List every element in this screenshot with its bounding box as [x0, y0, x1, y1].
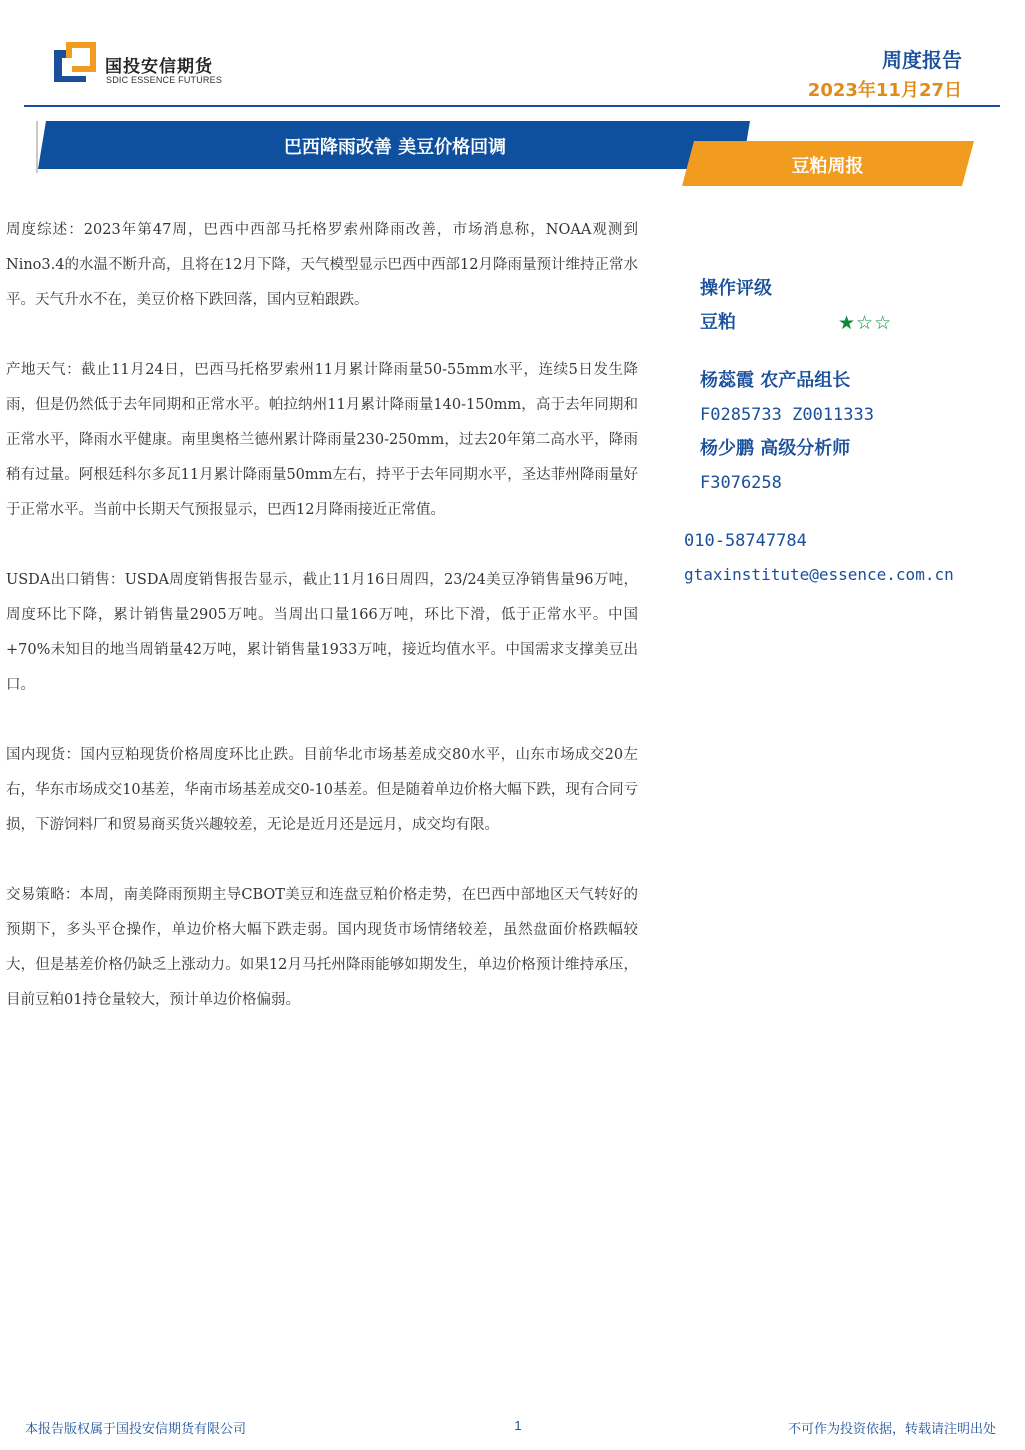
page-number: 1 [514, 1418, 522, 1433]
footer-disclaimer: 不可作为投资依据，转载请注明出处 [787, 1422, 996, 1437]
report-body [6, 213, 638, 1053]
analyst-list [700, 364, 1010, 500]
paragraph-domestic-spot: 国内现货：国内豆粕现货价格周度环比止跌。目前华北市场基差成交80水平，山东市场成交20左右，华东市场成交10基差，华南市场基差成交0-10基差。但是随着单边价格大幅下跌，现有合同亏损，下游饲料厂和贸易商买货兴趣较差，无论是近月还是远月，成交均有限。 [6, 747, 638, 833]
analyst-name: 杨少鹏 高级分析师 [700, 438, 851, 459]
footer-copyright: 本报告版权属于国投安信期货有限公司 [25, 1422, 247, 1437]
rating-stars-icon: ★☆☆ [838, 312, 893, 334]
report-date: 2023年11月27日 [807, 80, 962, 101]
company-logo-icon [54, 42, 96, 84]
report-title: 巴西降雨改善 美豆价格回调 [283, 137, 507, 158]
contact-info [684, 524, 1014, 592]
paragraph-strategy: 交易策略：本周，南美降雨预期主导CBOT美豆和连盘豆粕价格走势，在巴西中部地区天气转好的预期下，多头平仓操作，单边价格大幅下跌走弱。国内现货市场情绪较差，虽然盘面价格跌幅较大，但是基差价格仍缺乏上涨动力。如果12月马托州降雨能够如期发生，单边价格预计维持承压，目前豆粕01持仓量较大，预计单边价格偏弱。 [6, 887, 638, 1008]
analyst-license: F3076258 [700, 473, 782, 493]
contact-email[interactable]: gtaxinstitute@essence.com.cn [684, 565, 954, 584]
header-divider [24, 105, 1000, 107]
company-name-cn: 国投安信期货 [105, 57, 213, 77]
rating-heading: 操作评级 [700, 278, 772, 299]
rating-item: 豆粕 [700, 312, 736, 333]
company-name-en: SDIC ESSENCE FUTURES [106, 75, 223, 85]
sidebar [700, 272, 1010, 500]
analyst-name: 杨蕊霞 农产品组长 [700, 370, 851, 391]
paragraph-usda-export: USDA出口销售：USDA周度销售报告显示，截止11月16日周四，23/24美豆净销售量96万吨，周度环比下降，累计销售量2905万吨。当周出口量166万吨，环比下滑，低于正常水平。中国+70%未知目的地当周销量42万吨，累计销售量1933万吨，接近均值水平。中国需求支撑美豆出口。 [6, 572, 638, 693]
rating-row [700, 306, 1010, 340]
banner-shadow [36, 121, 38, 173]
report-type: 周度报告 [882, 48, 962, 72]
report-category: 豆粕周报 [791, 156, 864, 177]
contact-phone: 010-58747784 [684, 531, 807, 551]
paragraph-weekly-summary: 周度综述：2023年第47周，巴西中西部马托格罗索州降雨改善，市场消息称，NOAA观测到Nino3.4的水温不断升高，且将在12月下降，天气模型显示巴西中西部12月降雨量预计维持正常水平。天气升水不在，美豆价格下跌回落，国内豆粕跟跌。 [6, 222, 638, 308]
analyst-license: F0285733 Z0011333 [700, 405, 874, 425]
paragraph-weather: 产地天气：截止11月24日，巴西马托格罗索州11月累计降雨量50-55mm水平，连续5日发生降雨，但是仍然低于去年同期和正常水平。帕拉纳州11月累计降雨量140-150mm，高于去年同期和正常水平，降雨水平健康。南里奥格兰德州累计降雨量230-250mm，过去20年第二高水平，降雨稍有过量。阿根廷科尔多瓦11月累计降雨量50mm左右，持平于去年同期水平，圣达菲州降雨量好于正常水平。当前中长期天气预报显示，巴西12月降雨接近正常值。 [6, 362, 638, 518]
